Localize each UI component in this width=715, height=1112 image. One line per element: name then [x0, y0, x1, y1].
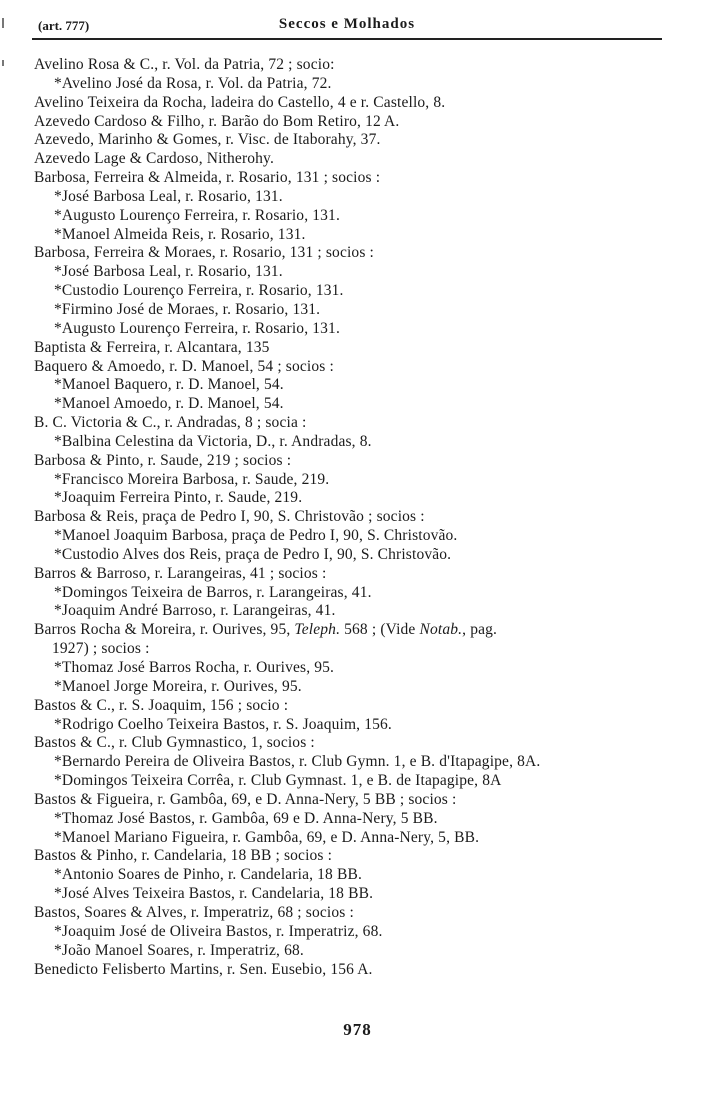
firm-entry: Bastos & C., r. Club Gymnastico, 1, socios :	[34, 734, 315, 752]
partner-entry: *Manoel Baquero, r. D. Manoel, 54.	[54, 376, 284, 394]
partner-entry: *Joaquim Ferreira Pinto, r. Saude, 219.	[54, 489, 303, 507]
page-title: Seccos e Molhados	[278, 16, 416, 32]
partner-entry: *Francisco Moreira Barbosa, r. Saude, 219.	[54, 470, 330, 488]
partner-entry: *Augusto Lourenço Ferreira, r. Rosario, 131.	[54, 319, 340, 337]
firm-entry: Barbosa & Pinto, r. Saude, 219 ; socios :	[34, 451, 292, 469]
partner-entry: *Custodio Lourenço Ferreira, r. Rosario, 131.	[54, 282, 344, 300]
partner-entry: *José Barbosa Leal, r. Rosario, 131.	[54, 187, 283, 205]
entry-continuation: 1927) ; socios :	[52, 640, 150, 658]
partner-entry: *Rodrigo Coelho Teixeira Bastos, r. S. Joaquim, 156.	[54, 715, 392, 733]
article-reference: (art. 777)	[38, 18, 90, 33]
firm-entry: Azevedo Lage & Cardoso, Nitherohy.	[34, 150, 274, 168]
partner-entry: *Manoel Mariano Figueira, r. Gambôa, 69, e D. Anna-Nery, 5, BB.	[54, 828, 480, 846]
scan-edge-mark	[2, 60, 4, 66]
partner-entry: *Joaquim André Barroso, r. Larangeiras, 41.	[54, 602, 336, 620]
page-header	[32, 14, 662, 40]
partner-entry: *Augusto Lourenço Ferreira, r. Rosario, 131.	[54, 206, 340, 224]
partner-entry: *Balbina Celestina da Victoria, D., r. Andradas, 8.	[54, 432, 372, 450]
firm-entry: Bastos, Soares & Alves, r. Imperatriz, 68 ; socios :	[34, 903, 354, 921]
firm-entry: Baptista & Ferreira, r. Alcantara, 135	[34, 338, 270, 356]
page-number: 978	[343, 1020, 372, 1039]
partner-entry: *José Barbosa Leal, r. Rosario, 131.	[54, 263, 283, 281]
firm-entry: B. C. Victoria & C., r. Andradas, 8 ; socia :	[34, 414, 307, 432]
firm-entry: Barbosa & Reis, praça de Pedro I, 90, S. Christovão ; socios :	[34, 508, 425, 526]
scan-edge-mark	[2, 18, 4, 28]
firm-entry: Bastos & Pinho, r. Candelaria, 18 BB ; socios :	[34, 847, 333, 865]
firm-entry: Barbosa, Ferreira & Moraes, r. Rosario, 131 ; socios :	[34, 244, 374, 262]
firm-entry: Barros Rocha & Moreira, r. Ourives, 95, Teleph. 568 ; (Vide Notab., pag.	[34, 621, 498, 639]
firm-entry: Bastos & Figueira, r. Gambôa, 69, e D. Anna-Nery, 5 BB ; socios :	[34, 790, 457, 808]
partner-entry: *Bernardo Pereira de Oliveira Bastos, r. Club Gymn. 1, e B. d'Itapagipe, 8A.	[54, 753, 541, 771]
partner-entry: *Custodio Alves dos Reis, praça de Pedro I, 90, S. Christovão.	[54, 545, 452, 563]
partner-entry: *Joaquim José de Oliveira Bastos, r. Imperatriz, 68.	[54, 922, 383, 940]
partner-entry: *Thomaz José Bastos, r. Gambôa, 69 e D. Anna-Nery, 5 BB.	[54, 809, 438, 827]
directory-entries	[28, 56, 693, 979]
firm-entry: Barros & Barroso, r. Larangeiras, 41 ; socios :	[34, 564, 327, 582]
partner-entry: *Manoel Almeida Reis, r. Rosario, 131.	[54, 225, 306, 243]
partner-entry: *Domingos Teixeira de Barros, r. Larangeiras, 41.	[54, 583, 372, 601]
firm-entry: Bastos & C., r. S. Joaquim, 156 ; socio :	[34, 696, 289, 714]
partner-entry: *Antonio Soares de Pinho, r. Candelaria, 18 BB.	[54, 866, 362, 884]
partner-entry: *Avelino José da Rosa, r. Vol. da Patria, 72.	[54, 74, 332, 92]
partner-entry: *Firmino José de Moraes, r. Rosario, 131.	[54, 300, 321, 318]
firm-entry: Baquero & Amoedo, r. D. Manoel, 54 ; socios :	[34, 357, 334, 375]
firm-entry: Avelino Rosa & C., r. Vol. da Patria, 72 ; socio:	[34, 56, 335, 73]
partner-entry: *Domingos Teixeira Corrêa, r. Club Gymnast. 1, e B. de Itapagipe, 8A	[54, 772, 502, 790]
firm-entry: Azevedo Cardoso & Filho, r. Barão do Bom Retiro, 12 A.	[34, 112, 400, 130]
partner-entry: *João Manoel Soares, r. Imperatriz, 68.	[54, 941, 304, 959]
partner-entry: *Thomaz José Barros Rocha, r. Ourives, 95.	[54, 659, 335, 676]
firm-entry: Azevedo, Marinho & Gomes, r. Visc. de Itaborahy, 37.	[34, 131, 381, 149]
firm-entry: Benedicto Felisberto Martins, r. Sen. Eusebio, 156 A.	[34, 960, 373, 978]
partner-entry: *José Alves Teixeira Bastos, r. Candelaria, 18 BB.	[54, 885, 374, 903]
firm-entry: Avelino Teixeira da Rocha, ladeira do Castello, 4 e r. Castello, 8.	[34, 93, 446, 111]
partner-entry: *Manoel Amoedo, r. D. Manoel, 54.	[54, 395, 284, 413]
firm-entry: Barbosa, Ferreira & Almeida, r. Rosario, 131 ; socios :	[34, 169, 381, 187]
partner-entry: *Manoel Joaquim Barbosa, praça de Pedro I, 90, S. Christovão.	[54, 527, 458, 545]
partner-entry: *Manoel Jorge Moreira, r. Ourives, 95.	[54, 677, 302, 695]
